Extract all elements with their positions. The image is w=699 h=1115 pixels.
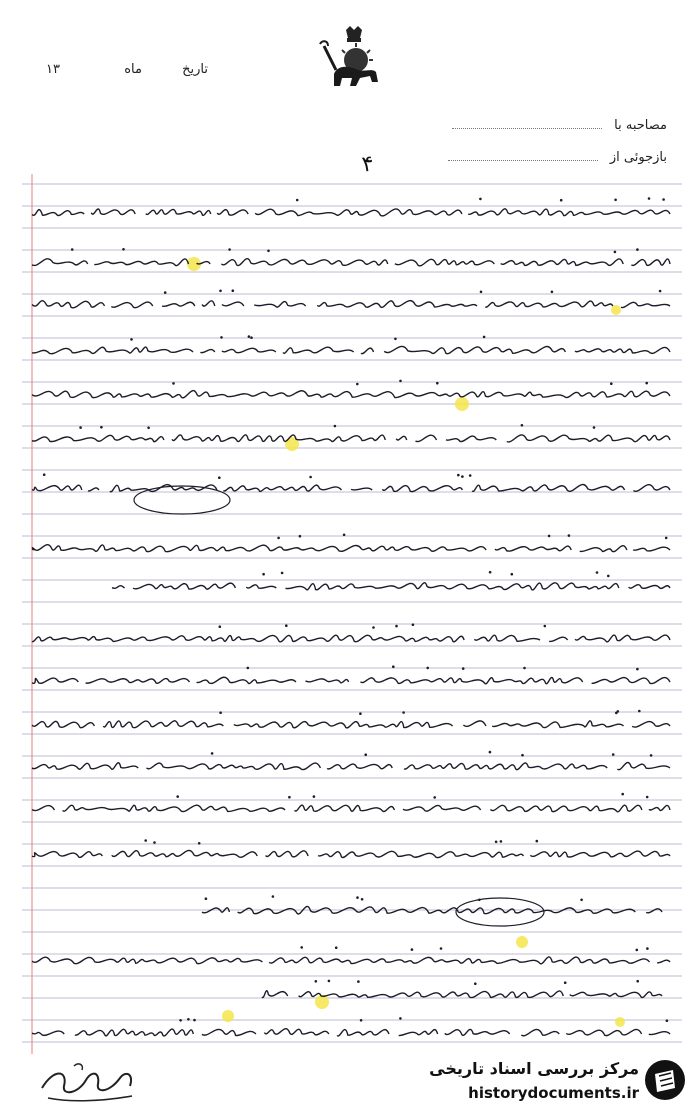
ink-dot	[536, 840, 539, 843]
interrogation-blank	[448, 154, 598, 161]
ink-dot	[610, 382, 613, 385]
highlight-mark	[611, 305, 621, 315]
ink-dot	[612, 753, 615, 756]
watermark-title: مرکز بررسی اسناد تاریخی	[429, 1059, 639, 1078]
ink-dot	[395, 625, 398, 628]
ink-dot	[130, 338, 133, 341]
ink-dot	[480, 291, 483, 294]
ink-dot	[521, 754, 524, 757]
ink-dot	[122, 248, 125, 251]
ink-dot	[335, 946, 338, 949]
handwritten-line	[202, 906, 662, 914]
ink-dot	[248, 335, 251, 338]
interview-label: مصاحبه با	[614, 118, 667, 133]
handwritten-line	[32, 209, 670, 216]
year-prefix: ۱۳	[46, 62, 60, 77]
ink-dot	[153, 841, 156, 844]
interrogation-label: بازجوئی از	[609, 150, 667, 165]
ink-dot	[211, 752, 214, 755]
highlight-mark	[222, 1010, 234, 1022]
ink-dot	[614, 251, 617, 254]
ink-dot	[356, 383, 359, 386]
highlight-mark	[615, 1017, 625, 1027]
handwritten-line	[32, 391, 670, 398]
ink-dot	[436, 382, 439, 385]
ink-dot	[489, 571, 492, 574]
ink-dot	[144, 839, 147, 842]
ink-dot	[426, 667, 429, 670]
interrogation-field	[448, 150, 667, 165]
ink-dot	[636, 668, 639, 671]
handwritten-line	[32, 346, 670, 353]
highlight-mark	[516, 936, 528, 948]
ink-dot	[247, 667, 250, 670]
handwritten-line	[262, 991, 662, 998]
ink-dot	[568, 534, 571, 537]
ink-dot	[43, 473, 46, 476]
ink-dot	[220, 336, 223, 339]
ink-dot	[372, 626, 375, 629]
ink-dot	[560, 199, 563, 202]
handwritten-line	[32, 721, 670, 728]
ink-dot	[495, 841, 498, 844]
circled-annotation	[134, 486, 230, 514]
ink-dot	[636, 980, 639, 983]
ink-dot	[548, 535, 551, 538]
ink-dot	[219, 290, 222, 293]
interview-blank	[452, 122, 602, 129]
lion-and-sun-emblem-icon	[316, 26, 390, 96]
ink-dot	[205, 897, 208, 900]
ink-dot	[179, 1019, 182, 1022]
ink-dot	[272, 895, 275, 898]
ink-dot	[461, 475, 464, 478]
ink-dot	[500, 840, 503, 843]
handwritten-line	[112, 583, 670, 590]
history-documents-logo-icon	[643, 1058, 687, 1102]
ink-dot	[309, 476, 312, 479]
ink-dot	[187, 1018, 190, 1021]
ink-dot	[399, 380, 402, 383]
ink-dot	[662, 198, 665, 201]
interview-field	[452, 118, 667, 133]
ink-dot	[250, 336, 253, 339]
ink-dot	[469, 474, 472, 477]
ink-dot	[621, 793, 624, 796]
handwritten-line	[32, 435, 670, 442]
ink-dot	[665, 537, 668, 540]
handwriting-strokes	[22, 174, 682, 1054]
ink-dot	[361, 898, 364, 901]
ink-dot	[232, 289, 235, 292]
ink-dot	[636, 248, 639, 251]
ink-dot	[364, 753, 367, 756]
handwritten-line	[32, 484, 670, 491]
ink-dot	[277, 537, 280, 540]
ink-dot	[219, 625, 222, 628]
ink-dot	[399, 1017, 402, 1020]
ink-dot	[356, 896, 359, 899]
ink-dot	[218, 476, 221, 479]
ink-dot	[617, 710, 620, 713]
ink-dot	[288, 796, 291, 799]
handwritten-line	[32, 635, 670, 642]
ink-dot	[412, 623, 415, 626]
archive-watermark	[401, 1050, 691, 1112]
ink-dot	[551, 291, 554, 294]
ink-dot	[315, 980, 318, 983]
ink-dot	[521, 424, 524, 427]
ink-dot	[285, 624, 288, 627]
ink-dot	[281, 572, 284, 575]
ink-dot	[457, 474, 460, 477]
ink-dot	[198, 842, 201, 845]
ink-dot	[648, 197, 651, 200]
ink-dot	[71, 248, 74, 251]
ink-dot	[359, 712, 362, 715]
ink-dot	[147, 427, 150, 430]
ink-dot	[659, 290, 662, 293]
ink-dot	[474, 982, 477, 985]
ink-dot	[564, 981, 567, 984]
handwritten-line	[32, 301, 670, 308]
ink-dot	[296, 199, 299, 202]
handwritten-line	[32, 545, 670, 552]
date-line	[38, 62, 338, 82]
ink-dot	[462, 667, 465, 670]
ink-dot	[544, 625, 547, 628]
highlight-mark	[315, 995, 329, 1009]
ink-dot	[313, 795, 316, 798]
ink-dot	[172, 382, 175, 385]
ink-dot	[636, 949, 639, 952]
handwritten-line	[32, 762, 670, 769]
handwritten-line	[32, 805, 670, 812]
ink-dot	[489, 751, 492, 754]
ink-dot	[79, 426, 82, 429]
handwritten-line	[32, 1029, 670, 1036]
ink-dot	[614, 199, 617, 202]
ink-dot	[262, 573, 265, 576]
ink-dot	[300, 946, 303, 949]
ink-dot	[483, 336, 486, 339]
circled-annotation	[456, 898, 544, 926]
ink-dot	[357, 980, 360, 983]
ink-dot	[607, 575, 610, 578]
ink-dot	[176, 795, 179, 798]
ink-dot	[360, 1019, 363, 1022]
ink-dot	[219, 711, 222, 714]
ink-dot	[100, 426, 103, 429]
ink-dot	[193, 1019, 196, 1022]
month-label: ماه	[124, 62, 142, 77]
ink-dot	[334, 425, 337, 428]
ink-dot	[411, 948, 414, 951]
ink-dot	[650, 754, 653, 757]
ink-dot	[646, 796, 649, 799]
ink-dot	[394, 338, 397, 341]
ink-dot	[267, 250, 270, 253]
ink-dot	[593, 426, 596, 429]
ink-dot	[433, 796, 436, 799]
ink-dot	[646, 947, 649, 950]
ink-dot	[392, 665, 395, 668]
ink-dot	[164, 291, 167, 294]
ink-dot	[402, 711, 405, 714]
ink-dot	[479, 198, 482, 201]
handwritten-line	[32, 850, 670, 857]
ink-dot	[666, 1019, 669, 1022]
handwritten-line	[32, 259, 670, 266]
ink-dot	[638, 710, 641, 713]
ink-dot	[596, 571, 599, 574]
highlight-mark	[455, 397, 469, 411]
ink-dot	[343, 534, 346, 537]
page-number: ۴	[360, 151, 376, 178]
ink-dot	[645, 382, 648, 385]
ink-dot	[228, 248, 231, 251]
ink-dot	[580, 899, 583, 902]
ink-dot	[511, 573, 514, 576]
handwritten-sheet	[22, 174, 682, 1054]
date-label: تاریخ	[182, 62, 208, 77]
ink-dot	[299, 535, 302, 538]
watermark-url: historydocuments.ir	[468, 1084, 639, 1102]
ink-dot	[523, 667, 526, 670]
ink-dot	[328, 980, 331, 983]
handwritten-line	[32, 957, 670, 964]
signature-icon	[34, 1058, 144, 1110]
handwritten-line	[32, 677, 670, 684]
ink-dot	[440, 947, 443, 950]
